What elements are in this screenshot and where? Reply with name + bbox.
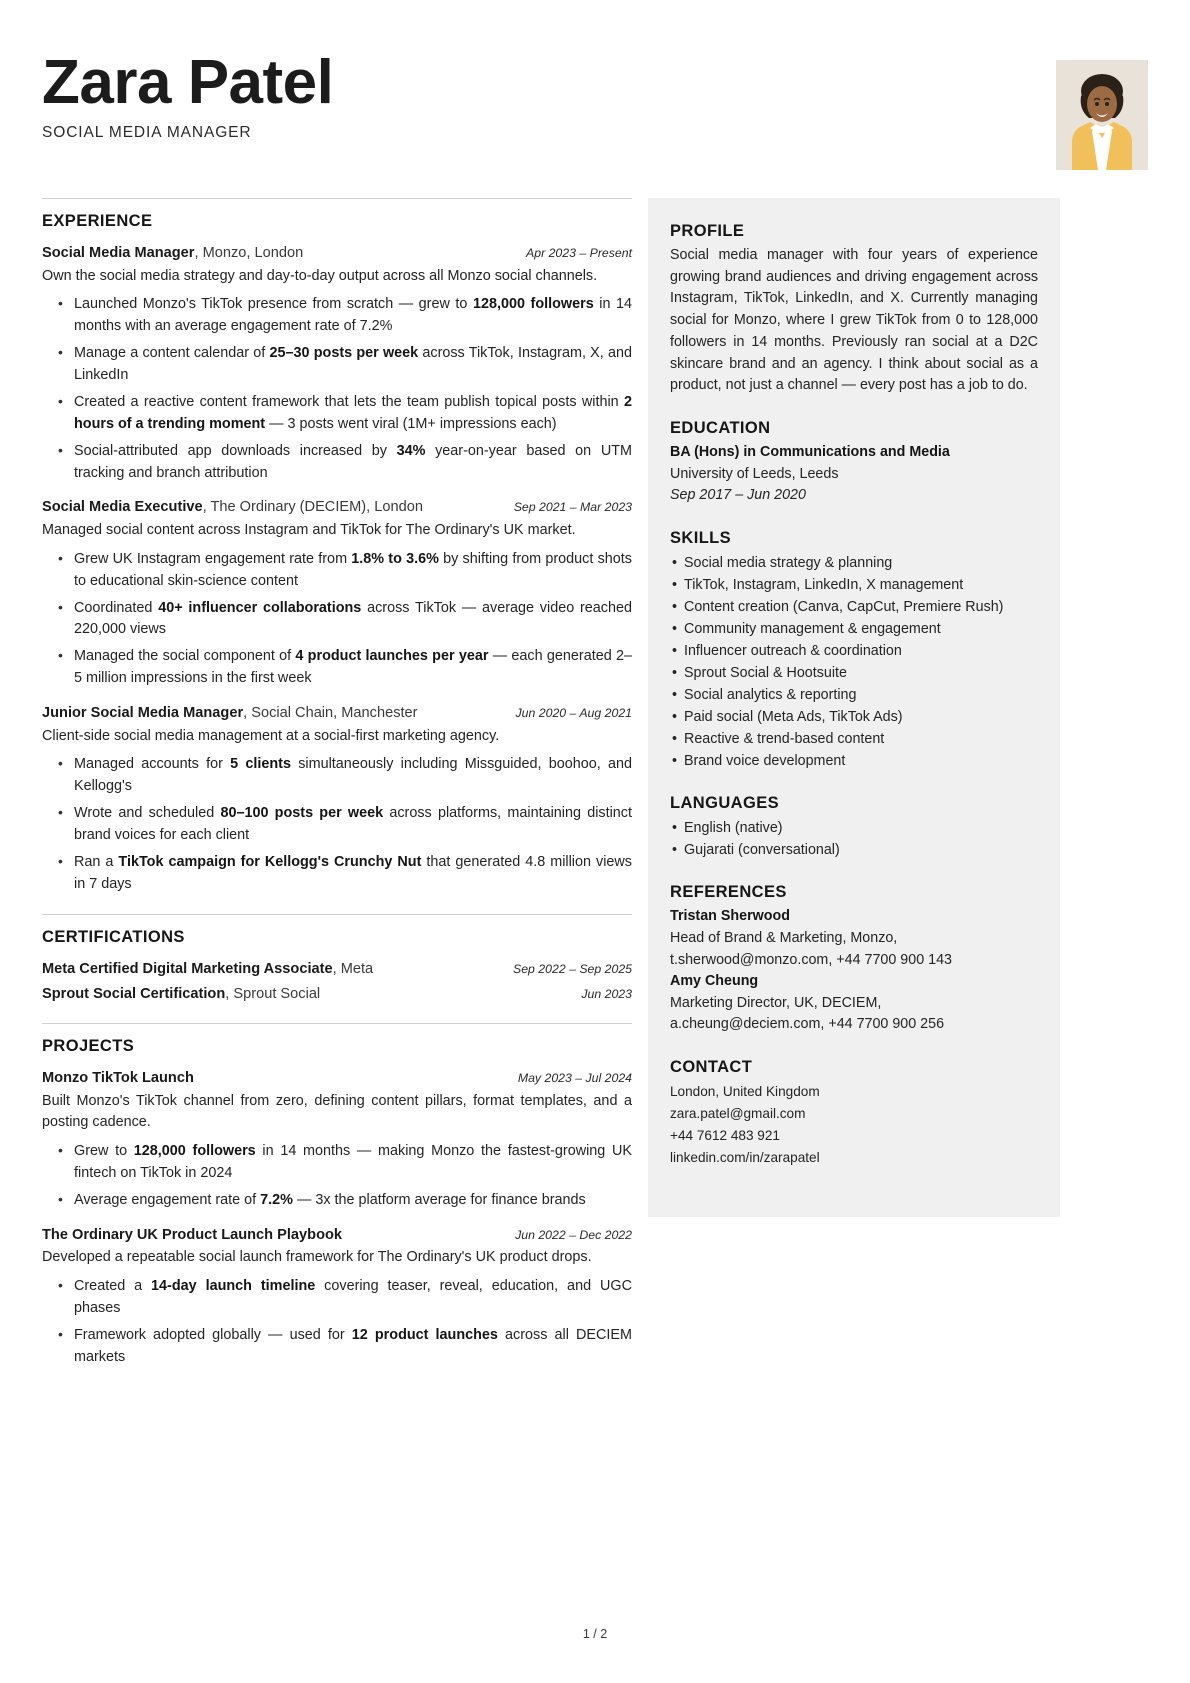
entry-date: Sep 2021 – Mar 2023 [513,500,632,515]
entry-summary: Built Monzo's TikTok channel from zero, defining content pillars, format templates, and a posting cadence. [42,1092,632,1131]
entry-date: May 2023 – Jul 2024 [517,1071,632,1086]
reference-name: Tristan Sherwood [670,908,790,925]
certification-entries [42,960,632,1005]
bullet-item: • Managed the social component of 4 product launches per year — each generated 2–5 million impressions in the first week [72,646,632,690]
sidebar-heading-languages: LANGUAGES [670,794,780,813]
entry-header-row [42,985,632,1005]
sidebar-section-contact [670,1058,1038,1169]
entry-title: Social Media Manager, Monzo, London [42,245,304,261]
entry-title: Junior Social Media Manager, Social Chain, Manchester [42,705,418,722]
bullet-item: • Social-attributed app downloads increased by 34% year-on-year based on UTM tracking and branch attribution [72,441,632,485]
education-date: Sep 2017 – Jun 2020 [670,487,806,504]
entry-title: Monzo TikTok Launch [42,1070,194,1087]
entry [42,498,632,690]
entry-header-row [42,704,632,724]
sidebar-heading-education: EDUCATION [670,419,771,438]
bullet-item: • Coordinated 40+ influencer collaborations across TikTok — average video reached 220,000 views [72,598,632,642]
list-item: • Paid social (Meta Ads, TikTok Ads) [670,706,1038,728]
sidebar [648,198,1060,1217]
job-title: SOCIAL MEDIA MANAGER [42,124,252,141]
references-list [670,906,1038,1036]
portrait-photo-icon [1056,60,1148,170]
entry [42,1069,632,1212]
list-item: • Community management & engagement [670,618,1038,640]
entry-date: Jun 2020 – Aug 2021 [515,706,632,721]
certification-row [42,985,632,1005]
bullet-item: • Wrote and scheduled 80–100 posts per week across platforms, maintaining distinct brand voices for each client [72,803,632,847]
entry-title: Meta Certified Digital Marketing Associate, Meta [42,960,374,977]
list-item: • Content creation (Canva, CapCut, Premiere Rush) [670,596,1038,618]
list-item: • Social media strategy & planning [670,552,1038,574]
bullet-item: • Framework adopted globally — used for 12 product launches across all DECIEM markets [72,1325,632,1369]
entry-date: Jun 2023 [581,987,632,1002]
main-column [42,198,632,1387]
entry-header-row [42,1069,632,1089]
sidebar-section-profile [670,222,1038,397]
contact-list [670,1081,1038,1169]
entry [42,704,632,896]
entry-header-row [42,244,632,264]
entry-header-row [42,960,632,980]
entry [42,1226,632,1369]
resume-header [42,48,1148,182]
list-item: • Brand voice development [670,750,1038,772]
contact-line: linkedin.com/in/zarapatel [670,1150,820,1166]
list-item: • Gujarati (conversational) [670,839,1038,861]
sidebar-heading-contact: CONTACT [670,1058,753,1077]
education-degree: BA (Hons) in Communications and Media [670,444,950,461]
entry-bullet-list [42,1141,632,1212]
page-footer [0,1627,1190,1641]
entry-summary: Developed a repeatable social launch framework for The Ordinary's UK product drops. [42,1249,592,1266]
entry-summary: Managed social content across Instagram and TikTok for The Ordinary's UK market. [42,522,576,539]
bullet-item: • Ran a TikTok campaign for Kellogg's Crunchy Nut that generated 4.8 million views in 7 days [72,852,632,896]
section-heading-certifications: CERTIFICATIONS [42,927,185,946]
entry-title: Social Media Executive, The Ordinary (DECIEM), London [42,499,423,516]
bullet-item: • Grew to 128,000 followers in 14 months — making Monzo the fastest-growing UK fintech on TikTok in 2024 [72,1141,632,1185]
page-number: 1 / 2 [582,1627,608,1641]
sidebar-heading-profile: PROFILE [670,222,745,240]
avatar [1056,60,1148,170]
section-divider [42,914,632,915]
sidebar-section-references [670,883,1038,1036]
entry-date: Sep 2022 – Sep 2025 [513,961,632,976]
reference-detail: Marketing Director, UK, DECIEM, a.cheung@deciem.com, +44 7700 900 256 [670,994,945,1033]
bullet-item: • Created a reactive content framework that lets the team publish topical posts within 2 hours of a trending moment — 3 posts went viral (1M+ impressions each) [72,392,632,436]
sidebar-section-skills [670,529,1038,772]
entry-bullet-list [42,754,632,895]
bullet-item: • Average engagement rate of 7.2% — 3x the platform average for finance brands [72,1190,632,1212]
entry [42,244,632,484]
entry-date: Jun 2022 – Dec 2022 [515,1227,632,1242]
sidebar-section-languages [670,794,1038,861]
bullet-item: • Created a 14-day launch timeline covering teaser, reveal, education, and UGC phases [72,1276,632,1320]
entry-summary: Own the social media strategy and day-to-day output across all Monzo social channels. [42,267,598,284]
list-item: • Sprout Social & Hootsuite [670,662,1038,684]
certification-row [42,960,632,980]
contact-line: London, United Kingdom [670,1084,820,1100]
list-item: • Influencer outreach & coordination [670,640,1038,662]
sidebar-section-education [670,419,1038,507]
page-title: Zara Patel [42,48,334,117]
section-divider [42,1023,632,1024]
section-experience [42,198,632,896]
bullet-item: • Launched Monzo's TikTok presence from scratch — grew to 128,000 followers in 14 months with an average engagement rate of 7.2% [72,294,632,338]
skills-list [670,552,1038,772]
entry-bullet-list [42,294,632,484]
entry-bullet-list [42,1276,632,1369]
entry-date: Apr 2023 – Present [526,246,632,260]
project-entries [42,1069,632,1368]
sidebar-heading-references: REFERENCES [670,883,787,902]
list-item: • Reactive & trend-based content [670,728,1038,750]
section-certifications [42,914,632,1005]
list-item: • Social analytics & reporting [670,684,1038,706]
entry-bullet-list [42,549,632,690]
section-heading-projects: PROJECTS [42,1037,135,1056]
bullet-item: • Manage a content calendar of 25–30 posts per week across TikTok, Instagram, X, and LinkedIn [72,343,632,387]
education-school: University of Leeds, Leeds [670,465,839,482]
list-item: • English (native) [670,817,1038,839]
section-projects [42,1023,632,1368]
entry-header-row [42,498,632,518]
profile-text: Social media manager with four years of experience growing brand audiences and driving engagement across Instagram, TikTok, LinkedIn, and X. Currently managing social for Monzo, where I grew TikTok from 0 to 128,000 followers in 14 months. Previously ran social at a D2C skincare brand and an agency. I think about social as a product, not just a channel — every post has a job to do. [670,247,1038,394]
section-divider [42,198,632,199]
entry-title: Sprout Social Certification, Sprout Social [42,986,321,1003]
bullet-item: • Managed accounts for 5 clients simultaneously including Missguided, boohoo, and Kellogg's [72,754,632,798]
reference-detail: Head of Brand & Marketing, Monzo, t.sherwood@monzo.com, +44 7700 900 143 [670,929,952,968]
section-heading-experience: EXPERIENCE [42,212,153,230]
list-item: • TikTok, Instagram, LinkedIn, X management [670,574,1038,596]
contact-line: zara.patel@gmail.com [670,1106,806,1122]
reference-name: Amy Cheung [670,973,759,990]
languages-list [670,817,1038,861]
entry-summary: Client-side social media management at a social-first marketing agency. [42,727,500,744]
contact-line: +44 7612 483 921 [670,1128,780,1144]
bullet-item: • Grew UK Instagram engagement rate from 1.8% to 3.6% by shifting from product shots to educational skin-science content [72,549,632,593]
experience-entries [42,244,632,896]
sidebar-heading-skills: SKILLS [670,529,732,548]
entry-header-row [42,1226,632,1246]
entry-title: The Ordinary UK Product Launch Playbook [42,1226,343,1243]
